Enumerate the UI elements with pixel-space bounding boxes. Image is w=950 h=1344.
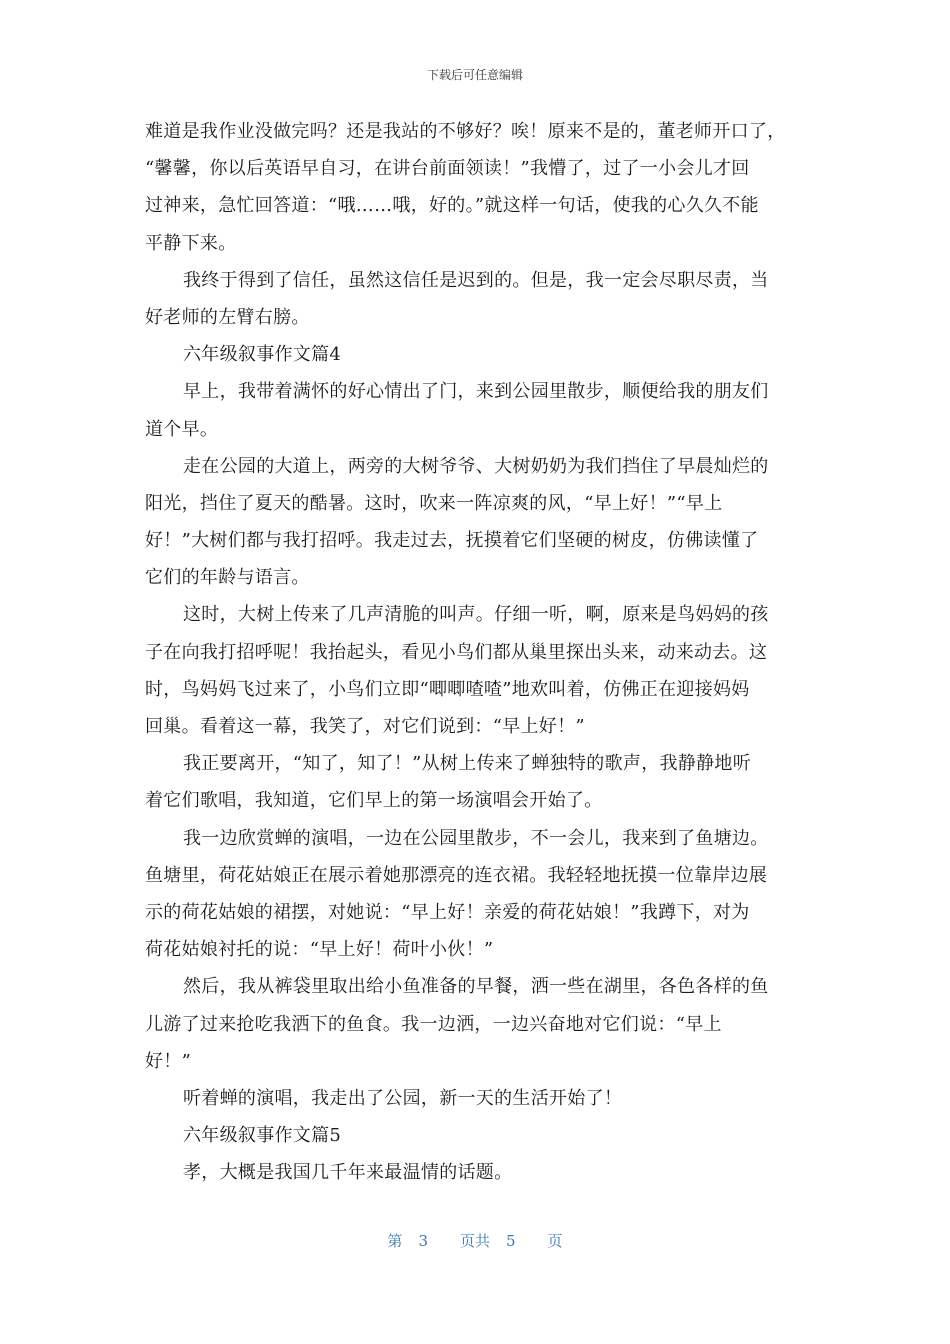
text-line: 我正要离开，“知了，知了！”从树上传来了蝉独特的歌声，我静静地听	[183, 753, 752, 775]
text-line: 过神来，急忙回答道：“哦……哦，好的。”就这样一句话，使我的心久久不能	[145, 195, 759, 217]
page-header: 下载后可任意编辑	[426, 68, 523, 82]
text-line: 儿游了过来抢吃我洒下的鱼食。我一边洒，一边兴奋地对它们说：“早上	[145, 1013, 722, 1035]
footer-suffix: 页	[547, 1232, 563, 1250]
document-body	[145, 113, 807, 1191]
text-line: 示的荷花姑娘的裙摆，对她说：“早上好！亲爱的荷花姑娘！”我蹲下，对为	[145, 901, 750, 923]
text-line: 难道是我作业没做完吗？还是我站的不够好？唉！原来不是的，董老师开口了，	[145, 121, 786, 142]
text-line: 孝，大概是我国几千年来最温情的话题。	[183, 1162, 513, 1184]
page-footer	[0, 1230, 950, 1251]
text-line: 我一边欣赏蝉的演唱，一边在公园里散步，不一会儿，我来到了鱼塘边。	[183, 827, 769, 849]
footer-total-pages: 5	[506, 1232, 516, 1250]
text-line: 六年级叙事作文篇5	[183, 1125, 342, 1147]
footer-middle: 页共	[459, 1232, 490, 1250]
text-line: 它们的年龄与语言。	[145, 567, 310, 589]
text-line: “馨馨，你以后英语早自习，在讲台前面领读！”我懵了，过了一小会儿才回	[145, 158, 750, 180]
text-line: 早上，我带着满怀的好心情出了门，来到公园里散步，顺便给我的朋友们	[183, 381, 769, 403]
text-line: 回巢。看着这一幕，我笑了，对它们说到：“早上好！”	[145, 716, 585, 737]
text-line: 听着蝉的演唱，我走出了公园，新一天的生活开始了！	[183, 1087, 623, 1109]
text-line: 阳光，挡住了夏天的酷暑。这时，吹来一阵凉爽的风，“早上好！”“早上	[145, 492, 723, 514]
text-line: 平静下来。	[145, 232, 237, 254]
text-line: 走在公园的大道上，两旁的大树爷爷、大树奶奶为我们挡住了早晨灿烂的	[183, 455, 769, 477]
text-line: 道个早。	[145, 418, 219, 440]
text-line: 我终于得到了信任，虽然这信任是迟到的。但是，我一定会尽职尽责，当	[183, 269, 769, 291]
text-line: 好老师的左臂右膀。	[145, 306, 310, 328]
text-line: 鱼塘里，荷花姑娘正在展示着她那漂亮的连衣裙。我轻轻地抚摸一位靠岸边展	[145, 864, 768, 886]
text-line: 这时，大树上传来了几声清脆的叫声。仔细一听，啊，原来是鸟妈妈的孩	[183, 604, 769, 626]
text-line: 然后，我从裤袋里取出给小鱼准备的早餐，洒一些在湖里，各色各样的鱼	[183, 976, 769, 998]
text-line: 好！”大树们都与我打招呼。我走过去，抚摸着它们坚硬的树皮，仿佛读懂了	[145, 530, 759, 552]
text-line: 时，鸟妈妈飞过来了，小鸟们立即“唧唧喳喳”地欢叫着，仿佛正在迎接妈妈	[145, 678, 750, 700]
text-line: 荷花姑娘衬托的说：“早上好！荷叶小伙！”	[145, 939, 494, 961]
text-line: 子在向我打招呼呢！我抬起头，看见小鸟们都从巢里探出头来，动来动去。这	[145, 641, 768, 663]
footer-current-page: 3	[418, 1232, 428, 1250]
text-line: 六年级叙事作文篇4	[183, 344, 342, 366]
footer-prefix: 第	[387, 1232, 403, 1250]
text-line: 好！”	[145, 1050, 192, 1072]
text-line: 着它们歌唱，我知道，它们早上的第一场演唱会开始了。	[145, 790, 603, 812]
